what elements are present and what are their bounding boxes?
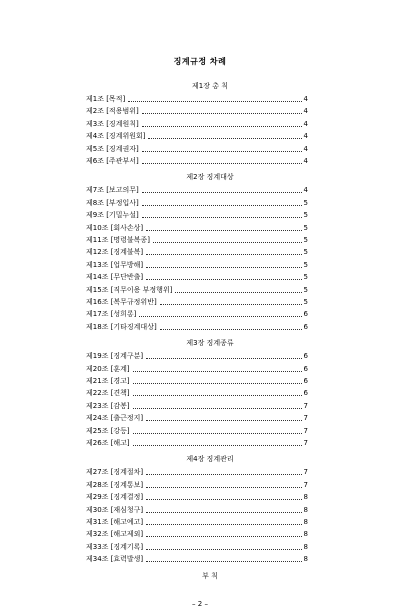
dot-leader bbox=[146, 278, 301, 280]
toc-entry[interactable] bbox=[86, 309, 308, 319]
dot-leader bbox=[146, 498, 301, 500]
page-ref: 5 bbox=[303, 298, 308, 306]
toc-entry[interactable] bbox=[86, 144, 308, 154]
dot-leader bbox=[146, 473, 301, 475]
article-title: 제20조 [훈계] bbox=[86, 364, 130, 373]
page-ref: 4 bbox=[303, 157, 308, 165]
article-title: 제6조 [주관부서] bbox=[86, 157, 139, 165]
toc-entry[interactable] bbox=[86, 297, 308, 307]
article-title: 제30조 [재심청구] bbox=[86, 505, 144, 514]
article-title: 제7조 [보고의무] bbox=[86, 186, 139, 195]
toc-entry[interactable] bbox=[86, 247, 308, 257]
article-title: 제28조 [징계통보] bbox=[86, 480, 144, 489]
toc-entry[interactable] bbox=[86, 285, 308, 295]
page-ref: 4 bbox=[303, 186, 308, 195]
article-title: 제15조 [직무이용 부정행위] bbox=[86, 285, 173, 294]
toc-entry[interactable] bbox=[86, 388, 308, 398]
article-title: 제33조 [징계기록] bbox=[86, 542, 144, 551]
dot-leader bbox=[146, 548, 301, 550]
dot-leader bbox=[142, 216, 302, 218]
chapter-heading: 제2장 징계대상 bbox=[186, 173, 234, 182]
toc-entry[interactable] bbox=[86, 94, 308, 104]
dot-leader bbox=[133, 444, 302, 446]
page-ref: 5 bbox=[303, 236, 308, 244]
dot-leader bbox=[142, 150, 302, 152]
dot-leader bbox=[133, 370, 302, 372]
toc-entry[interactable] bbox=[86, 223, 308, 233]
toc-entry[interactable] bbox=[86, 198, 308, 208]
article-title: 제2조 [적용범위] bbox=[86, 107, 139, 116]
page-ref: 6 bbox=[303, 322, 308, 331]
dot-leader bbox=[133, 432, 302, 434]
page-ref: 5 bbox=[303, 260, 308, 269]
page-ref: 7 bbox=[303, 439, 308, 447]
toc-entry[interactable] bbox=[86, 156, 308, 166]
article-title: 제26조 [해고] bbox=[86, 439, 130, 447]
toc-entry[interactable] bbox=[86, 260, 308, 270]
toc-entry[interactable] bbox=[86, 517, 308, 527]
dot-leader bbox=[146, 419, 301, 421]
toc-entry[interactable] bbox=[86, 322, 308, 332]
article-title: 제8조 [부정입사] bbox=[86, 198, 139, 207]
toc-entry[interactable] bbox=[86, 351, 308, 361]
article-title: 제29조 [징계결정] bbox=[86, 493, 144, 502]
page-ref: 5 bbox=[303, 273, 308, 282]
article-title: 제9조 [기밀누설] bbox=[86, 211, 139, 220]
page-ref: 5 bbox=[303, 223, 308, 232]
article-title: 제19조 [징계구분] bbox=[86, 352, 144, 361]
page-ref: 4 bbox=[303, 95, 308, 103]
dot-leader bbox=[133, 407, 302, 409]
page-ref: 5 bbox=[303, 211, 308, 220]
page-ref: 8 bbox=[303, 505, 308, 514]
dot-leader bbox=[175, 291, 301, 293]
page-number: – 2 – bbox=[192, 600, 208, 608]
toc-entry[interactable] bbox=[86, 426, 308, 436]
toc-entry[interactable] bbox=[86, 529, 308, 539]
toc-entry[interactable] bbox=[86, 106, 308, 116]
toc-entry[interactable] bbox=[86, 554, 308, 564]
toc-entry[interactable] bbox=[86, 480, 308, 490]
dot-leader bbox=[146, 357, 301, 359]
page-ref: 5 bbox=[303, 285, 308, 294]
article-title: 제14조 [무단반출] bbox=[86, 273, 144, 282]
toc-entry[interactable] bbox=[86, 185, 308, 195]
article-title: 제34조 [효력발생] bbox=[86, 555, 144, 564]
chapter-heading: 제4장 징계관리 bbox=[186, 455, 234, 464]
page-ref: 8 bbox=[303, 542, 308, 551]
toc-entry[interactable] bbox=[86, 401, 308, 411]
article-title: 제10조 [회사손상] bbox=[86, 223, 144, 232]
article-title: 제1조 [목적] bbox=[86, 95, 126, 103]
dot-leader bbox=[142, 125, 302, 127]
dot-leader bbox=[148, 137, 301, 139]
article-title: 제18조 [기타징계대상] bbox=[86, 322, 157, 331]
page-ref: 8 bbox=[303, 493, 308, 502]
toc-entry[interactable] bbox=[86, 235, 308, 245]
toc-entry[interactable] bbox=[86, 364, 308, 374]
page-ref: 7 bbox=[303, 414, 308, 423]
dot-leader bbox=[142, 162, 302, 164]
page-ref: 5 bbox=[303, 198, 308, 207]
toc-entry[interactable] bbox=[86, 438, 308, 448]
page-ref: 6 bbox=[303, 377, 308, 385]
article-title: 제24조 [출근정지] bbox=[86, 414, 144, 423]
toc-entry[interactable] bbox=[86, 505, 308, 515]
article-title: 제11조 [명령불복종] bbox=[86, 236, 150, 244]
dot-leader bbox=[133, 394, 302, 396]
page-ref: 7 bbox=[303, 426, 308, 435]
toc-entry[interactable] bbox=[86, 376, 308, 386]
document-title: 징계규정 차례 bbox=[173, 57, 227, 66]
dot-leader bbox=[146, 560, 301, 562]
dot-leader bbox=[146, 229, 301, 231]
page-ref: 6 bbox=[303, 352, 308, 361]
dot-leader bbox=[160, 328, 302, 330]
page-ref: 7 bbox=[303, 468, 308, 477]
dot-leader bbox=[146, 253, 301, 255]
article-title: 제25조 [강등] bbox=[86, 426, 130, 435]
chapter-heading: 제1장 총 칙 bbox=[192, 82, 228, 90]
article-title: 제32조 [해고제외] bbox=[86, 530, 144, 539]
dot-leader bbox=[142, 112, 302, 114]
dot-leader bbox=[133, 382, 302, 384]
page-ref: 6 bbox=[303, 364, 308, 373]
article-title: 제16조 [복무규정위반] bbox=[86, 298, 157, 306]
toc-entry[interactable] bbox=[86, 467, 308, 477]
page-ref: 4 bbox=[303, 132, 308, 141]
page-ref: 4 bbox=[303, 144, 308, 153]
dot-leader bbox=[153, 241, 302, 243]
toc-entry[interactable] bbox=[86, 272, 308, 282]
dot-leader bbox=[142, 204, 302, 206]
page-ref: 5 bbox=[303, 248, 308, 257]
page-ref: 8 bbox=[303, 518, 308, 526]
page-ref: 7 bbox=[303, 480, 308, 489]
toc-entry[interactable] bbox=[86, 210, 308, 220]
page-ref: 4 bbox=[303, 107, 308, 116]
dot-leader bbox=[146, 535, 301, 537]
dot-leader bbox=[146, 266, 301, 268]
chapter-heading: 부 칙 bbox=[202, 571, 218, 580]
page-ref: 8 bbox=[303, 530, 308, 539]
dot-leader bbox=[142, 191, 302, 193]
dot-leader bbox=[146, 523, 301, 525]
dot-leader bbox=[128, 100, 301, 102]
article-title: 제22조 [견책] bbox=[86, 389, 130, 398]
toc-entry[interactable] bbox=[86, 492, 308, 502]
chapter-heading: 제3장 징계종류 bbox=[186, 339, 234, 348]
page-ref: 6 bbox=[303, 310, 308, 319]
article-title: 제27조 [징계절차] bbox=[86, 468, 144, 477]
dot-leader bbox=[146, 511, 301, 513]
article-title: 제4조 [징계위원회] bbox=[86, 132, 146, 141]
toc-entry[interactable] bbox=[86, 542, 308, 552]
page-ref: 7 bbox=[303, 401, 308, 410]
toc-entry[interactable] bbox=[86, 119, 308, 129]
toc-entry[interactable] bbox=[86, 131, 308, 141]
dot-leader bbox=[160, 303, 302, 305]
article-title: 제12조 [징계불복] bbox=[86, 248, 144, 257]
article-title: 제31조 [해고예고] bbox=[86, 518, 144, 526]
dot-leader bbox=[139, 315, 301, 317]
page-ref: 8 bbox=[303, 555, 308, 564]
article-title: 제3조 [징계원칙] bbox=[86, 119, 139, 128]
article-title: 제21조 [경고] bbox=[86, 377, 130, 385]
article-title: 제13조 [업무방해] bbox=[86, 260, 144, 269]
article-title: 제5조 [징계권자] bbox=[86, 144, 139, 153]
toc-entry[interactable] bbox=[86, 413, 308, 423]
article-title: 제23조 [감봉] bbox=[86, 401, 130, 410]
page-ref: 6 bbox=[303, 389, 308, 398]
article-title: 제17조 [성희롱] bbox=[86, 310, 137, 319]
dot-leader bbox=[146, 486, 301, 488]
page-ref: 4 bbox=[303, 119, 308, 128]
